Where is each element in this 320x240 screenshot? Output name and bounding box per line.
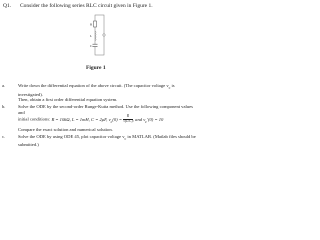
part-c-line1: Solve the ODE by using ODE 45, plot capacitor voltage v [18, 133, 125, 139]
part-b-continued [2, 127, 198, 133]
part-a-line1-end: is investigated). [18, 83, 175, 97]
part-b-letter: b. [2, 104, 6, 110]
part-b-eq-end: ′(0) = 10 [146, 116, 164, 122]
resistor-label: R [90, 22, 93, 27]
inductor-label: L [90, 34, 93, 38]
part-b-eq-sub1: c [110, 119, 113, 124]
part-c-line1-end: in MATLAB. (Matlab files should be [126, 133, 196, 139]
question-number: Q1. [3, 3, 12, 9]
part-a-letter: a. [2, 83, 6, 88]
part-b-eq-main: R = 10kΩ, L = 1mH, C = 2μF, v [51, 116, 111, 122]
part-a-line2: Then, obtain a first order differential equation system. [18, 97, 118, 103]
part-c-line2: submitted.) [18, 142, 39, 147]
part-b-eq-sub2: c [145, 119, 147, 124]
part-b-compare-line: Compare the exact solution and numerical solution. [18, 126, 113, 132]
question-parts [2, 83, 198, 149]
part-b-fraction [123, 115, 133, 124]
part-c-sub: c [124, 136, 127, 141]
part-b-eq-tail: , and v [132, 116, 146, 122]
part-a-sub: c [168, 85, 171, 90]
resistor-symbol [94, 21, 97, 27]
part-c-letter: c. [2, 133, 6, 139]
part-a-line1: Write down the differential equation of the above circuit. (The capacitor voltage v [18, 83, 169, 88]
figure-caption: Figure 1 [86, 65, 106, 71]
capacitor-symbol [93, 44, 98, 47]
part-c [2, 134, 198, 148]
part-b-eq-paren: (0) = [112, 116, 122, 122]
part-b [2, 104, 198, 125]
question-text: Consider the following series RLC circuit given in Figure 1. [20, 3, 153, 9]
source-symbol [103, 34, 105, 36]
part-a [2, 83, 198, 103]
rlc-circuit-diagram [76, 13, 116, 63]
capacitor-label: C [90, 44, 93, 48]
fraction-numerator: R [123, 115, 133, 120]
inductor-symbol [95, 31, 96, 41]
fraction-denominator: √(L/C) [123, 119, 133, 124]
part-b-equation [51, 114, 164, 124]
part-b-line2-pre: initial conditions: [18, 116, 51, 122]
part-b-line1: Solve the ODE by the second-order Runge-Kutta method. Use the following component values and [18, 104, 193, 115]
